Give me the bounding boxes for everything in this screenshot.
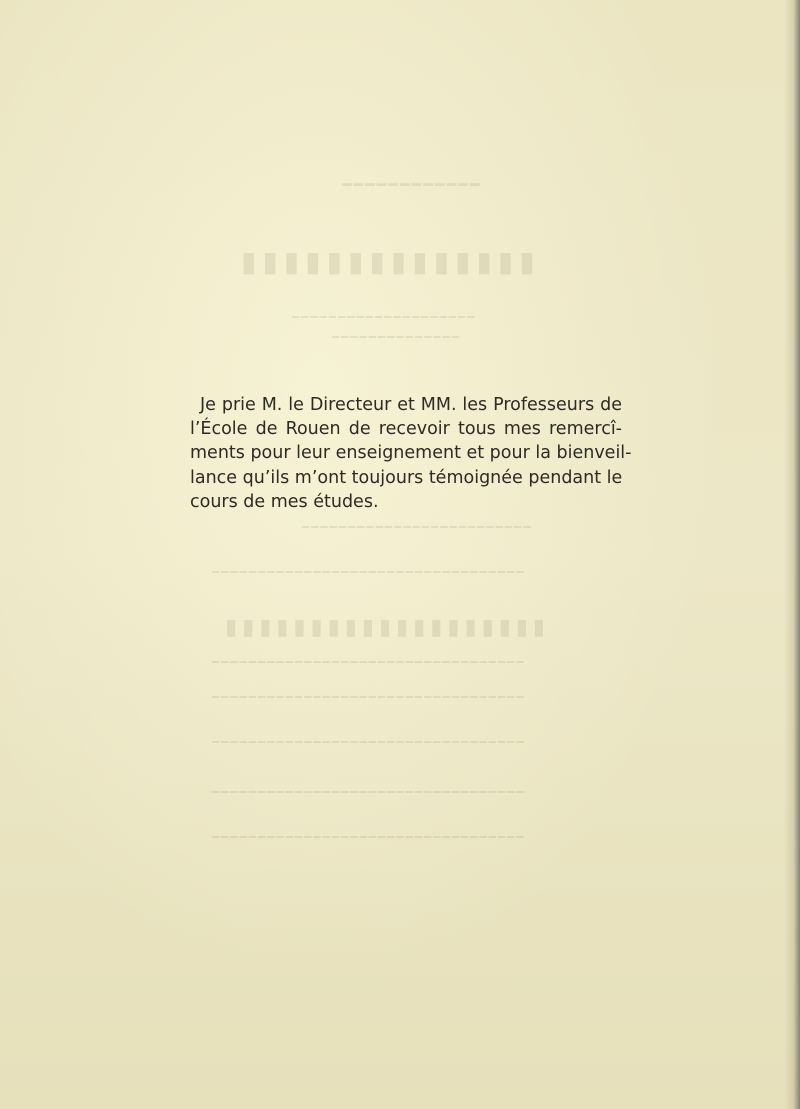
bleed-mark: ▮▮▮▮▮▮▮▮▮▮▮▮▮▮▮▮▮▮▮ xyxy=(220,615,546,640)
bleed-mark: ━━━━━━━━━━━━━━━━━━━━━━━━━━━━━━━━━━ xyxy=(210,690,524,704)
bleed-mark: ━━━━━━━━━━━━━━━━━━━━━━━━━━━━━━━━━━ xyxy=(210,830,524,844)
bleed-mark: ━━━━━━━━━━━━━━ xyxy=(330,330,460,344)
bleed-mark: ━━━━━━━━━━━━━━━━━━━━━━━━━━━━━━━━━━ xyxy=(210,735,524,749)
paragraph-line: l’École de Rouen de recevoir tous mes remercî- xyxy=(190,419,622,440)
bleed-mark: ━━━━━━━━━━━━━━━━━━━━━━━━━━━━━━━━━━ xyxy=(210,655,524,669)
bleed-mark: ━━━━━━━━━━━━━━━━━━━━━━━━━━━━━━━━━━ xyxy=(210,565,524,579)
bleed-mark: ━━━━━━━━━━━━━━━━━━━━━━━━━ xyxy=(300,520,531,534)
bleed-mark: ▮▮▮▮▮▮▮▮▮▮▮▮▮▮ xyxy=(235,245,535,278)
acknowledgement-paragraph xyxy=(190,393,632,514)
paragraph-line: ments pour leur enseignement et pour la bienveil- xyxy=(190,443,632,464)
paragraph-line: cours de mes études. xyxy=(190,491,379,512)
page-edge-shadow xyxy=(784,0,800,1109)
paragraph-line: Je prie M. le Directeur et MM. les Professeurs de xyxy=(200,395,622,415)
bleed-mark: ━━━━━━━━━━━━━━━━━━━━ xyxy=(290,310,475,324)
paragraph-line: lance qu’ils m’ont toujours témoignée pendant le xyxy=(190,467,623,488)
bleed-mark: ━━━━━━━━━━━━ xyxy=(340,175,480,194)
bleed-mark: ━━━━━━━━━━━━━━━━━━━━━━━━━━━━━━━━━━ xyxy=(210,785,524,799)
